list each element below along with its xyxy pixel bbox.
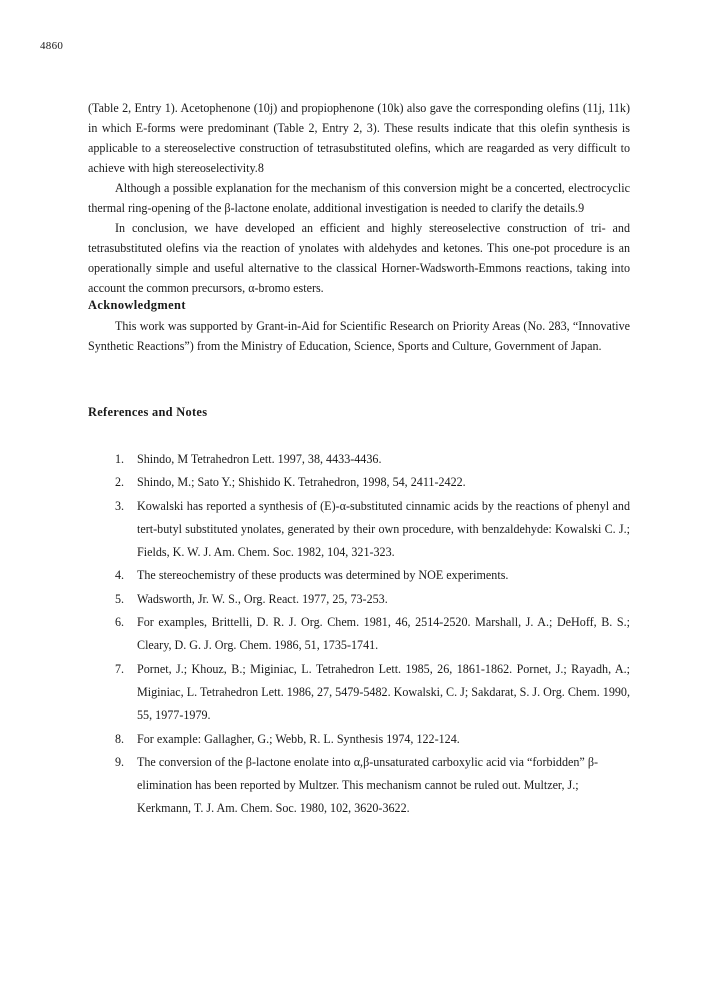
reference-item: [115, 588, 630, 611]
reference-item: [115, 658, 630, 728]
reference-item: [115, 471, 630, 494]
reference-text: Shindo, M.; Sato Y.; Shishido K. Tetrahedron, 1998, 54, 2411-2422.: [137, 475, 466, 490]
reference-number: 2.: [115, 475, 125, 490]
reference-item: [115, 611, 630, 658]
reference-number: 4.: [115, 568, 125, 583]
page-number: 4860: [40, 40, 64, 52]
acknowledgment-text: This work was supported by Grant-in-Aid for Scientific Research on Priority Areas (No. 283, “Innovative Synthetic Reactions”) from the Ministry of Education, Science, Sports and Culture, Government of Japan.: [88, 319, 630, 353]
reference-text: The conversion of the β-lactone enolate into α,β-unsaturated carboxylic acid via “forbidden” β-elimination has been reported by Multzer. This mechanism cannot be ruled out. Multzer, J.; Kerkmann, T. J. Am. Chem. Soc. 1980, 102, 3620-3622.: [137, 754, 598, 816]
reference-number: 5.: [115, 591, 125, 606]
reference-text: For examples, Brittelli, D. R. J. Org. Chem. 1981, 46, 2514-2520. Marshall, J. A.; DeHoff, B. S.; Cleary, D. G. J. Org. Chem. 1986, 51, 1735-1741.: [137, 615, 630, 653]
reference-text: The stereochemistry of these products was determined by NOE experiments.: [137, 568, 509, 583]
reference-text: Wadsworth, Jr. W. S., Org. React. 1977, 25, 73-253.: [137, 591, 388, 606]
body-text: [88, 98, 630, 298]
references-list: [115, 448, 630, 821]
reference-number: 8.: [115, 731, 125, 746]
reference-number: 3.: [115, 498, 125, 513]
reference-text: Shindo, M Tetrahedron Lett. 1997, 38, 4433-4436.: [137, 452, 382, 466]
acknowledgment-heading: Acknowledgment: [88, 298, 186, 312]
reference-number: 1.: [115, 452, 125, 466]
paragraph-conclusion: In conclusion, we have developed an efficient and highly stereoselective construction of tri- and tetrasubstituted olefins via the reaction of ynolates with aldehydes and ketones. This one-pot procedure is an operationally simple and useful alternative to the classical Horner-Wadsworth-Emmons reactions, taking into account the common precursors, α-bromo esters.: [88, 221, 630, 295]
reference-number: 6.: [115, 615, 125, 630]
paragraph-results: (Table 2, Entry 1). Acetophenone (10j) and propiophenone (10k) also gave the corresponding olefins (11j, 11k) in which E-forms were predominant (Table 2, Entry 2, 3). These results indicate that this olefin synthesis is applicable to a stereoselective construction of tetrasubstituted olefins, which are reagarded as very difficult to achieve with high stereoselectivity.8: [88, 101, 630, 175]
reference-item: [115, 728, 630, 751]
references-heading: References and Notes: [88, 405, 208, 419]
reference-number: 7.: [115, 661, 125, 676]
reference-item: [115, 448, 630, 471]
reference-item: [115, 495, 630, 565]
paragraph-mechanism: Although a possible explanation for the mechanism of this conversion might be a concerted, electrocyclic thermal ring-opening of the β-lactone enolate, additional investigation is needed to clarify the details.9: [88, 181, 630, 215]
reference-item: [115, 564, 630, 587]
reference-text: Pornet, J.; Khouz, B.; Miginiac, L. Tetrahedron Lett. 1985, 26, 1861-1862. Pornet, J.; Rayadh, A.; Miginiac, L. Tetrahedron Lett. 1986, 27, 5479-5482. Kowalski, C. J; Sakdarat, S. J. Org. Chem. 1990, 55, 1977-1979.: [137, 661, 630, 723]
reference-text: Kowalski has reported a synthesis of (E)-α-substituted cinnamic acids by the reactions of phenyl and tert-butyl substituted ynolates, generated by their own procedure, with benzaldehyde: Kowalski C. J.; Fields, K. W. J. Am. Chem. Soc. 1982, 104, 321-323.: [137, 498, 630, 560]
reference-number: 9.: [115, 754, 125, 769]
reference-text: For example: Gallagher, G.; Webb, R. L. Synthesis 1974, 122-124.: [137, 731, 460, 746]
reference-item: [115, 751, 630, 821]
